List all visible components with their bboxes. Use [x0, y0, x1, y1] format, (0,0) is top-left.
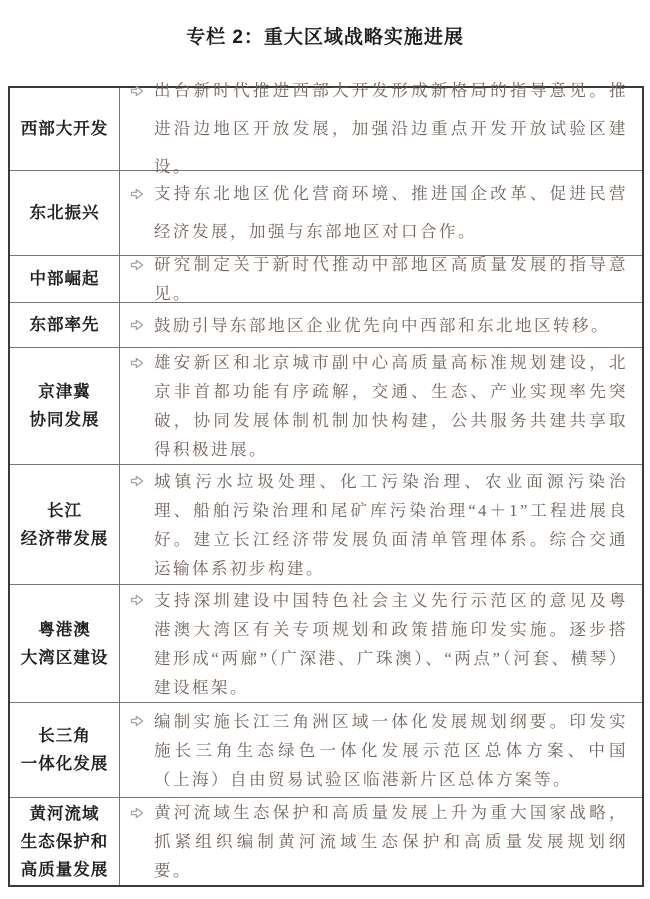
- row-content-cell: [120, 348, 642, 464]
- row-label-line: 粤港澳: [38, 620, 91, 639]
- row-content: [130, 798, 628, 885]
- table-row: [10, 255, 642, 302]
- row-content: [130, 707, 628, 794]
- row-label-line: 长三角: [38, 727, 91, 745]
- row-content-cell: [120, 465, 642, 584]
- table-row: [10, 81, 642, 176]
- row-content: [130, 348, 628, 464]
- strategy-table: [8, 81, 644, 887]
- row-content: [130, 467, 628, 583]
- row-label-line: 中部崛起: [29, 270, 100, 288]
- right-arrow-bullet-icon: [130, 318, 144, 332]
- row-content-cell: [120, 171, 642, 255]
- table-row: [10, 347, 642, 464]
- table-row: [10, 170, 642, 255]
- row-label: [10, 465, 120, 584]
- row-content: [130, 72, 628, 186]
- row-label: [10, 703, 120, 797]
- right-arrow-bullet-icon: [130, 474, 144, 488]
- row-label-line: 大湾区建设: [20, 648, 109, 667]
- row-label-line: 一体化发展: [20, 755, 109, 773]
- row-label: [10, 303, 120, 347]
- row-content: [130, 175, 628, 251]
- table-row: [10, 584, 642, 702]
- row-label-line: 经济带发展: [20, 529, 109, 548]
- page-title: 专栏 2：重大区域战略实施进展: [186, 27, 464, 48]
- row-content-cell: [120, 303, 642, 347]
- row-label-line: 生态保护和: [20, 832, 109, 851]
- row-label: [10, 171, 120, 255]
- row-label-line: 京津冀: [38, 383, 91, 401]
- row-content: [130, 250, 628, 308]
- right-arrow-bullet-icon: [130, 714, 144, 728]
- right-arrow-bullet-icon: [130, 258, 144, 272]
- row-label: [10, 348, 120, 464]
- row-label: [10, 88, 120, 170]
- row-text: 出台新时代推进西部大开发形成新格局的指导意见。推进沿边地区开放发展，加强沿边重点开发开放试验区建设。: [154, 81, 628, 176]
- row-content-cell: [120, 585, 642, 702]
- row-text: 雄安新区和北京城市副中心高质量高标准规划建设，北京非首都功能有序疏解，交通、生态、产业实现率先突破，协同发展体制机制加快构建，公共服务共建共享取得积极进展。: [154, 353, 628, 459]
- row-label-line: 协同发展: [29, 411, 100, 429]
- table-row: [10, 302, 642, 347]
- row-label-line: 西部大开发: [20, 120, 109, 138]
- row-content: [130, 586, 628, 702]
- right-arrow-bullet-icon: [130, 593, 144, 607]
- row-text: 支持深圳建设中国特色社会主义先行示范区的意见及粤港澳大湾区有关专项规划和政策措施印发实施。逐步搭建形成“两廊”（广深港、广珠澳）、“两点”（河套、横琴）建设框架。: [154, 590, 628, 697]
- row-text: 编制实施长江三角洲区域一体化发展规划纲要。印发实施长三角生态绿色一体化发展示范区总体方案、中国（上海）自由贸易试验区临港新片区总体方案等。: [154, 711, 628, 789]
- row-label: [10, 585, 120, 702]
- row-content-cell: [120, 256, 642, 302]
- row-text: 鼓励引导东部地区企业优先向中西部和东北地区转移。: [154, 315, 610, 335]
- row-label-line: 长江: [47, 501, 82, 520]
- right-arrow-bullet-icon: [130, 806, 144, 820]
- right-arrow-bullet-icon: [130, 84, 144, 98]
- row-content: [130, 311, 628, 340]
- table-row: [10, 702, 642, 797]
- right-arrow-bullet-icon: [130, 187, 144, 201]
- row-text: 城镇污水垃圾处理、化工污染治理、农业面源污染治理、船舶污染治理和尾矿库污染治理“4＋1”工程进展良好。建立长江经济带发展负面清单管理体系。综合交通运输体系初步构建。: [154, 471, 628, 578]
- row-label-line: 东部率先: [29, 316, 100, 334]
- row-label-line: 黄河流域: [29, 804, 100, 823]
- table-row: [10, 464, 642, 584]
- row-content-cell: [120, 798, 642, 885]
- row-text: 黄河流域生态保护和高质量发展上升为重大国家战略，抓紧组织编制黄河流域生态保护和高质量发展规划纲要。: [154, 803, 628, 880]
- row-label: [10, 798, 120, 885]
- row-content-cell: [120, 81, 642, 176]
- row-label-line: 东北振兴: [29, 204, 100, 222]
- table-row: [10, 797, 642, 885]
- row-label-line: 高质量发展: [20, 860, 109, 879]
- row-text: 研究制定关于新时代推动中部地区高质量发展的指导意见。: [154, 255, 628, 303]
- row-text: 支持东北地区优化营商环境、推进国企改革、促进民营经济发展，加强与东部地区对口合作。: [154, 184, 628, 241]
- row-content-cell: [120, 703, 642, 797]
- row-label: [10, 256, 120, 302]
- right-arrow-bullet-icon: [130, 356, 144, 370]
